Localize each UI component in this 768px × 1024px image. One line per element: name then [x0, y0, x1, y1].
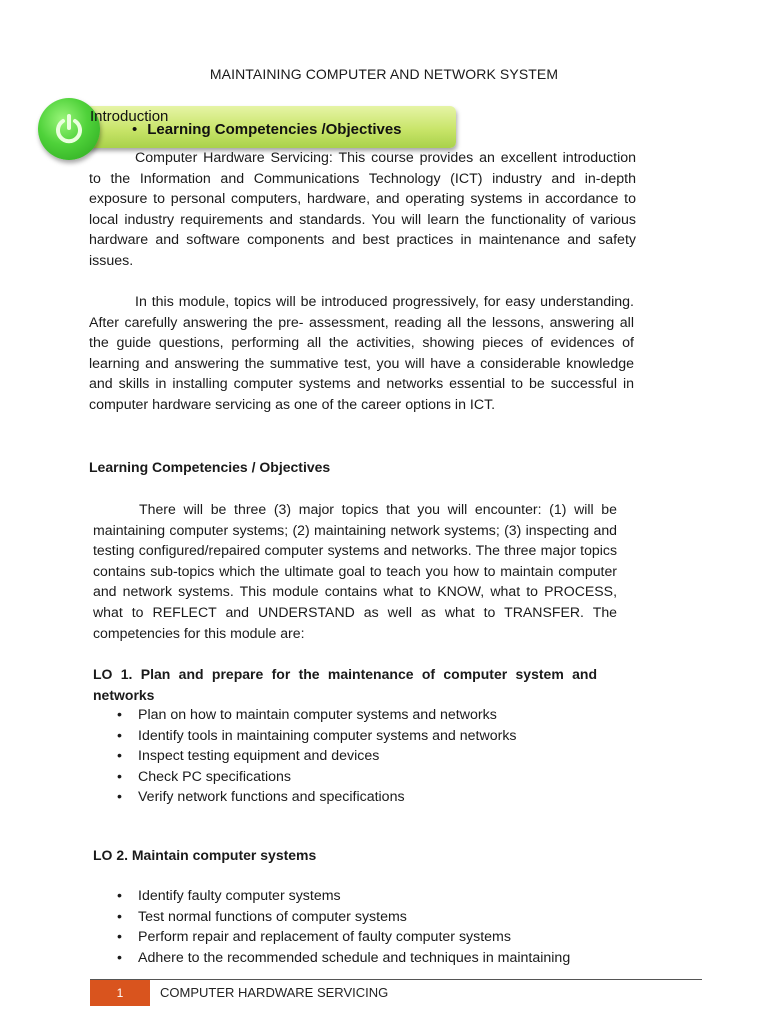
bullet-icon: •	[117, 929, 122, 946]
competencies-heading: Learning Competencies / Objectives	[89, 459, 331, 475]
bullet-icon: •	[117, 908, 122, 925]
bullet-icon: •	[117, 768, 122, 785]
bullet-icon: •	[117, 748, 122, 765]
list-item: • Adhere to the recommended schedule and techniques in maintaining	[114, 948, 570, 969]
banner-intro-label: Introduction	[90, 108, 169, 125]
lo2-heading: LO 2. Maintain computer systems	[93, 847, 317, 863]
list-item: • Inspect testing equipment and devices	[114, 746, 517, 767]
lo1-list	[114, 705, 517, 808]
footer-divider	[90, 979, 702, 980]
bullet-icon: •	[132, 121, 138, 138]
list-item: • Check PC specifications	[114, 767, 517, 788]
list-item: • Test normal functions of computer systems	[114, 907, 570, 928]
intro-paragraph-2: In this module, topics will be introduced progressively, for easy understanding. After carefully answering the pre- assessment, reading all the lessons, answering all the guide questions, performing all the activities, showing pieces of evidences of learning and answering the summative test, you will have a considerable knowledge and skills in installing computer systems and networks essential to be successful in computer hardware servicing as one of the career options in ICT.	[89, 294, 634, 413]
banner-bullet-label: Learning Competencies /Objectives	[147, 121, 402, 138]
list-item: • Plan on how to maintain computer systems and networks	[114, 705, 517, 726]
list-item: • Identify tools in maintaining computer systems and networks	[114, 726, 517, 747]
page-number: 1	[90, 980, 150, 1006]
list-item: • Perform repair and replacement of faulty computer systems	[114, 927, 570, 948]
intro-paragraph-1: Computer Hardware Servicing: This course provides an excellent introduction to the Information and Communications Technology (ICT) industry and in-depth exposure to personal computers, hardware, and operating systems in accordance to local industry requirements and standards. You will learn the functionality of various hardware and software components and best practices in maintenance and safety issues.	[89, 150, 636, 269]
page-title: MAINTAINING COMPUTER AND NETWORK SYSTEM	[209, 66, 559, 82]
list-item: • Verify network functions and specifications	[114, 787, 517, 808]
bullet-icon: •	[117, 727, 122, 744]
list-item: • Identify faulty computer systems	[114, 886, 570, 907]
banner-bullet-item	[132, 121, 402, 138]
bullet-icon: •	[117, 888, 122, 904]
footer-title: COMPUTER HARDWARE SERVICING	[160, 985, 389, 1000]
lo1-heading: LO 1. Plan and prepare for the maintenance of computer system and networks	[93, 666, 597, 703]
competencies-paragraph: There will be three (3) major topics that you will encounter: (1) will be maintaining computer systems; (2) maintaining network systems; (3) inspecting and testing configured/repaired computer systems and networks. The three major topics contains sub-topics which the ultimate goal to teach you how to maintain computer and network systems. This module contains what to KNOW, what to PROCESS, what to REFLECT and UNDERSTAND as well as what to TRANSFER. The competencies for this module are:	[93, 501, 617, 641]
bullet-icon: •	[117, 789, 122, 806]
lo2-list	[114, 886, 570, 968]
bullet-icon: •	[117, 949, 122, 966]
bullet-icon: •	[117, 707, 122, 723]
